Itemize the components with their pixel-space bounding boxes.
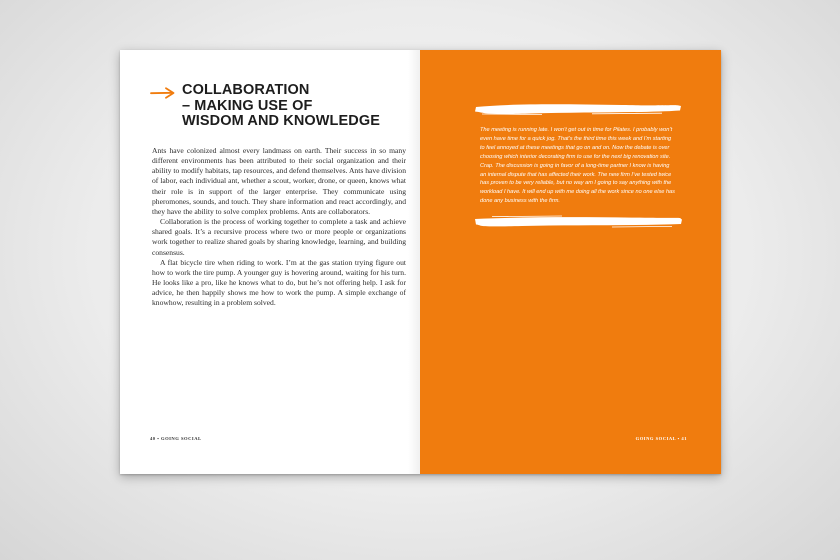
gutter-shadow xyxy=(408,50,420,474)
pull-quote: The meeting is running late. I won’t get out in time for Pilates. I probably won’t even have time for a quick jog. That’s the third time this week and I’m starting to feel annoyed at these meetings that go on and on. Now the debate is over choosing which interior decorating firm to use for the next big renovation site. Crap. The discussion is going in favor of a long-time partner I know is having an internal dispute that has affected their work. The new firm I’ve tested twice has proven to be very reliable, but no way am I going to say anything with the workload I have. It will end up with me doing all the work since no one else has done any business with the firm. xyxy=(480,127,675,205)
body-paragraph: A flat bicycle tire when riding to work. I’m at the gas station trying figure out how to work the tire pump. A younger guy is hovering around, waiting for his turn. He looks like a pro, like he knows what to do, but he’s not offering help. I ask for advice, he then happily shows me how to work the pump. A simple exchange of knowhow, resulting in a problem solved. xyxy=(152,257,406,308)
heading-line: – MAKING USE OF xyxy=(182,97,313,114)
heading-line: WISDOM AND KNOWLEDGE xyxy=(182,113,381,129)
page-number-left: 40 • GOING SOCIAL xyxy=(150,436,202,441)
right-page xyxy=(420,50,721,474)
heading-line: COLLABORATION xyxy=(182,82,310,98)
chapter-heading xyxy=(182,83,382,130)
body-paragraph: Collaboration is the process of working together to complete a task and achieve shared goals. It’s a recursive process where two or more people or organizations work together to realize shared goals by sharing knowledge, learning, and building consensus. xyxy=(152,217,406,257)
left-page xyxy=(120,50,420,474)
body-paragraph: Ants have colonized almost every landmass on earth. Their success in so many different environments has been attributed to their social organization and their ability to modify habitats, tap resources, and defend themselves. Ants have division of labor, each individual ant, whether a scout, worker, drone, or queen, knows what their role is in support of the larger enterprise. They communicate using pheromones, sounds, and touch. They share information and react accordingly, and they have the ability to solve complex problems. Ants are collaborators. xyxy=(152,146,406,216)
book-spread xyxy=(120,50,721,474)
brush-stroke-icon xyxy=(472,214,684,230)
arrow-right-icon xyxy=(150,87,176,99)
page-number-right: GOING SOCIAL • 41 xyxy=(635,436,687,441)
body-text xyxy=(152,146,406,309)
brush-stroke-icon xyxy=(472,101,684,117)
